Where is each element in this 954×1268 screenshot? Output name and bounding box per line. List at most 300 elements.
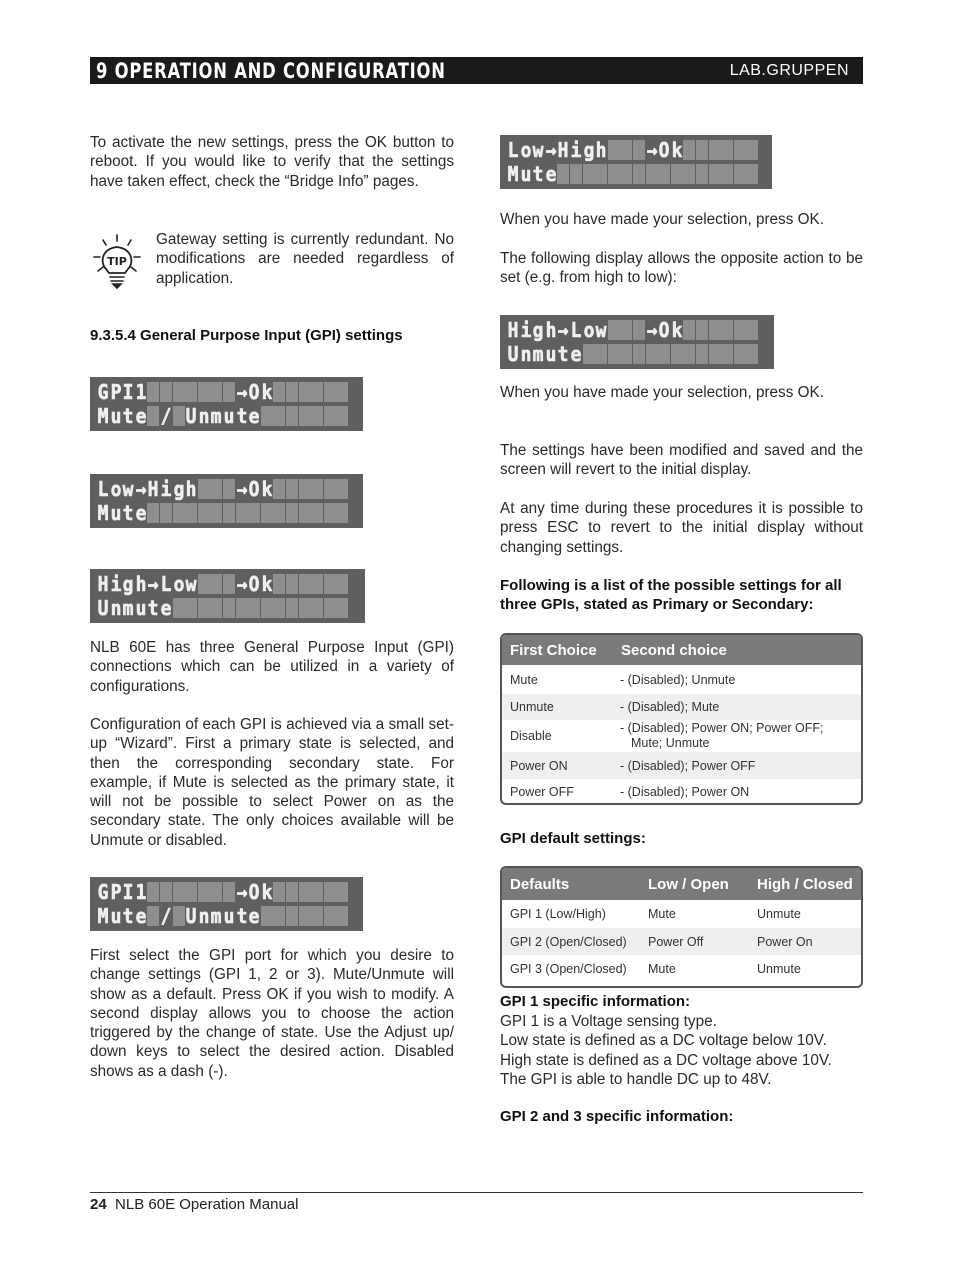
lcd-empty-cell xyxy=(583,344,595,364)
lcd-empty-cell xyxy=(658,344,670,364)
lcd-line xyxy=(97,572,359,596)
lcd-char: L xyxy=(160,572,172,596)
lcd-empty-cell xyxy=(185,382,197,402)
table-cell: Unmute xyxy=(757,907,801,921)
lcd-char: k xyxy=(671,138,683,162)
lcd-char: O xyxy=(658,138,670,162)
lcd-char: L xyxy=(570,318,582,342)
lcd-empty-cell xyxy=(608,140,620,160)
lcd-char: i xyxy=(110,572,122,596)
lcd-char: e xyxy=(545,162,557,186)
lcd-empty-cell xyxy=(273,882,285,902)
brand-logo: LAB.GRUPPEN xyxy=(729,62,849,79)
lcd-empty-cell xyxy=(746,164,758,184)
table-header xyxy=(502,868,861,900)
lcd-char: M xyxy=(97,501,109,525)
lcd-empty-cell xyxy=(185,598,197,618)
lcd-char: t xyxy=(236,404,247,428)
table-cell: Unmute xyxy=(510,700,554,714)
lcd-char: t xyxy=(122,501,134,525)
lcd-char: g xyxy=(532,318,544,342)
lcd-display-gpi1-second xyxy=(90,877,363,931)
lcd-char: o xyxy=(173,572,184,596)
lcd-char: H xyxy=(97,572,109,596)
table-row xyxy=(502,694,861,720)
table-header xyxy=(502,635,861,665)
lcd-char: → xyxy=(135,477,147,501)
lcd-char: → xyxy=(236,477,247,501)
lcd-char: U xyxy=(507,342,519,366)
lcd-char: o xyxy=(583,318,594,342)
lcd-char: e xyxy=(135,404,147,428)
lcd-empty-cell xyxy=(273,906,285,926)
lcd-empty-cell xyxy=(185,503,197,523)
lcd-empty-cell xyxy=(198,479,210,499)
selection-paragraph-1: When you have made your selection, press OK. xyxy=(500,211,824,228)
lcd-empty-cell xyxy=(198,598,210,618)
lcd-char: G xyxy=(97,380,109,404)
lcd-empty-cell xyxy=(336,382,348,402)
lcd-line xyxy=(507,162,766,186)
lcd-char: h xyxy=(185,477,197,501)
wizard-paragraph: Configuration of each GPI is achieved via a small set-up “Wizard”. First a primary state is selected, and then the corresponding secondary state. For example, if Mute is selected as the primary state, it will not be possible to select Power on as the secondary state. The only choices available will be Unmute or disabled. xyxy=(90,716,454,849)
lcd-display-gpi1 xyxy=(90,377,363,431)
lcd-char: e xyxy=(135,501,147,525)
lcd-empty-cell xyxy=(608,320,620,340)
lcd-empty-cell xyxy=(173,406,185,426)
lcd-empty-cell xyxy=(210,574,222,594)
lcd-empty-cell xyxy=(147,382,159,402)
lcd-empty-cell xyxy=(248,598,260,618)
lcd-char: → xyxy=(236,380,247,404)
lcd-char: o xyxy=(110,477,122,501)
lcd-char: w xyxy=(532,138,544,162)
lcd-empty-cell xyxy=(286,382,298,402)
lcd-empty-cell xyxy=(557,164,569,184)
lcd-char: m xyxy=(210,904,222,928)
table-cell: Power Off xyxy=(648,934,704,949)
lcd-line xyxy=(507,318,768,342)
lcd-empty-cell xyxy=(311,479,323,499)
lcd-empty-cell xyxy=(210,503,222,523)
lcd-empty-cell xyxy=(223,574,235,594)
lcd-empty-cell xyxy=(147,882,159,902)
lcd-empty-cell xyxy=(721,320,733,340)
lcd-empty-cell xyxy=(709,164,721,184)
lcd-char: P xyxy=(110,380,122,404)
table-row xyxy=(502,720,861,752)
lcd-char: t xyxy=(122,904,134,928)
lcd-empty-cell xyxy=(324,906,336,926)
lcd-char: U xyxy=(97,596,109,620)
lcd-char: → xyxy=(557,318,569,342)
tip-text: Gateway setting is currently redundant. No modifications are needed regardless of application. xyxy=(156,231,454,287)
lcd-empty-cell xyxy=(734,164,746,184)
lcd-line xyxy=(97,404,357,428)
lcd-empty-cell xyxy=(633,164,645,184)
lcd-empty-cell xyxy=(721,344,733,364)
defaults-heading: GPI default settings: xyxy=(500,830,646,847)
lcd-empty-cell xyxy=(286,503,298,523)
lcd-empty-cell xyxy=(683,164,695,184)
info-line: Low state is defined as a DC voltage below 10V. xyxy=(500,1032,827,1050)
table-cell: Mute xyxy=(510,672,538,687)
info-line: High state is defined as a DC voltage above 10V. xyxy=(500,1051,832,1069)
lcd-empty-cell xyxy=(273,598,285,618)
lcd-empty-cell xyxy=(236,503,248,523)
lcd-empty-cell xyxy=(147,906,159,926)
lcd-empty-cell xyxy=(261,503,273,523)
lcd-empty-cell xyxy=(223,598,235,618)
page-header xyxy=(90,57,863,84)
lcd-char: u xyxy=(110,904,122,928)
lcd-empty-cell xyxy=(324,503,336,523)
lcd-char: → xyxy=(147,572,159,596)
manual-title: NLB 60E Operation Manual xyxy=(115,1196,299,1213)
lcd-empty-cell xyxy=(198,882,210,902)
svg-text:TIP: TIP xyxy=(107,255,127,268)
lcd-empty-cell xyxy=(734,320,746,340)
lcd-empty-cell xyxy=(273,503,285,523)
lcd-empty-cell xyxy=(658,164,670,184)
lcd-empty-cell xyxy=(608,164,620,184)
lcd-empty-cell xyxy=(620,344,632,364)
lcd-line xyxy=(97,880,357,904)
lcd-empty-cell xyxy=(261,598,273,618)
lcd-char: i xyxy=(520,318,532,342)
table-cell: Unmute xyxy=(757,961,801,976)
lcd-char: O xyxy=(248,380,260,404)
lcd-empty-cell xyxy=(721,164,733,184)
lcd-char: u xyxy=(520,162,532,186)
column-header: High / Closed xyxy=(757,875,853,893)
table-cell-line: - (Disabled); Power ON; Power OFF; xyxy=(620,721,824,735)
lcd-char: O xyxy=(248,477,260,501)
lcd-char: / xyxy=(160,904,172,928)
lcd-char: / xyxy=(160,404,172,428)
lcd-empty-cell xyxy=(646,344,658,364)
lcd-empty-cell xyxy=(311,906,323,926)
column-header: Second choice xyxy=(621,641,727,659)
lcd-char: m xyxy=(122,596,134,620)
lcd-empty-cell xyxy=(299,882,311,902)
lcd-display-low-high xyxy=(90,474,363,528)
lcd-empty-cell xyxy=(286,906,298,926)
lcd-char: → xyxy=(236,880,247,904)
lcd-char: → xyxy=(646,138,657,162)
footer-divider xyxy=(90,1192,863,1193)
lcd-empty-cell xyxy=(620,164,632,184)
lcd-empty-cell xyxy=(210,479,222,499)
lcd-char: g xyxy=(122,572,134,596)
lcd-char: w xyxy=(122,477,134,501)
lcd-line xyxy=(97,380,357,404)
intro-paragraph: To activate the new settings, press the OK button to reboot. If you would like to verify that the settings have taken effect, check the “Bridge Info” pages. xyxy=(90,134,454,190)
lcd-empty-cell xyxy=(198,574,210,594)
table-cell: Mute xyxy=(648,907,676,921)
lcd-char: n xyxy=(198,404,210,428)
lcd-empty-cell xyxy=(185,882,197,902)
page-footer xyxy=(90,1196,298,1213)
lcd-empty-cell xyxy=(198,503,210,523)
lcd-empty-cell xyxy=(210,598,222,618)
lcd-empty-cell xyxy=(273,574,285,594)
lcd-empty-cell xyxy=(261,406,273,426)
table-cell-line: Mute; Unmute xyxy=(631,736,710,750)
lcd-empty-cell xyxy=(324,882,336,902)
table-cell: Disable xyxy=(510,729,552,743)
table-row xyxy=(502,900,861,928)
lcd-char: k xyxy=(261,880,273,904)
lcd-empty-cell xyxy=(286,598,298,618)
table-row xyxy=(502,779,861,805)
lcd-char: t xyxy=(532,162,544,186)
lcd-char: n xyxy=(520,342,532,366)
lcd-empty-cell xyxy=(160,503,172,523)
lcd-empty-cell xyxy=(160,882,172,902)
table-row xyxy=(502,955,861,982)
lcd-char: H xyxy=(507,318,519,342)
table-row xyxy=(502,752,861,779)
lcd-empty-cell xyxy=(570,164,582,184)
lcd-char: u xyxy=(545,342,557,366)
lcd-line xyxy=(97,477,357,501)
lcd-empty-cell xyxy=(595,164,607,184)
lcd-empty-cell xyxy=(311,574,323,594)
lcd-char: O xyxy=(248,880,260,904)
lcd-display-low-high-right xyxy=(500,135,772,189)
table-cell: Power ON xyxy=(510,758,568,773)
lcd-line xyxy=(97,904,357,928)
lcd-empty-cell xyxy=(286,574,298,594)
lcd-char: U xyxy=(185,904,197,928)
lcd-empty-cell xyxy=(223,479,235,499)
lcd-empty-cell xyxy=(160,382,172,402)
select-port-paragraph: First select the GPI port for which you desire to change settings (GPI 1, 2 or 3). Mute/Unmute will show as a default. Press OK if you wish to modify. A second display allows you to choose the action triggered by the change of state. Use the Adjust up/ down keys to select the desired action. Disabled shows as a dash (-). xyxy=(90,947,454,1080)
table-cell: - (Disabled); Unmute xyxy=(620,672,736,687)
lcd-empty-cell xyxy=(746,344,758,364)
lcd-char: e xyxy=(570,342,582,366)
lcd-empty-cell xyxy=(286,882,298,902)
lcd-char: U xyxy=(185,404,197,428)
lcd-char: g xyxy=(583,138,594,162)
lcd-empty-cell xyxy=(336,503,348,523)
lcd-char: M xyxy=(97,404,109,428)
lcd-empty-cell xyxy=(324,598,336,618)
lcd-empty-cell xyxy=(336,598,348,618)
lcd-line xyxy=(507,138,766,162)
saved-paragraph: The settings have been modified and saved and the screen will revert to the initial display. xyxy=(500,442,863,479)
lcd-empty-cell xyxy=(646,164,658,184)
lcd-char: → xyxy=(236,572,247,596)
lcd-char: m xyxy=(532,342,544,366)
lcd-empty-cell xyxy=(273,406,285,426)
table-cell: - (Disabled); Mute xyxy=(620,700,720,714)
table-cell: - (Disabled); Power OFF xyxy=(620,758,756,773)
lcd-char: 1 xyxy=(135,380,147,404)
lcd-char: t xyxy=(147,596,159,620)
lcd-char: u xyxy=(110,404,122,428)
lcd-empty-cell xyxy=(311,406,323,426)
lcd-empty-cell xyxy=(299,574,311,594)
lcd-char: n xyxy=(198,904,210,928)
lcd-char: G xyxy=(97,880,109,904)
column-header: Defaults xyxy=(510,875,570,893)
lcd-char: k xyxy=(261,572,273,596)
lcd-empty-cell xyxy=(286,406,298,426)
lcd-char: P xyxy=(110,880,122,904)
lcd-char: → xyxy=(545,138,557,162)
lcd-empty-cell xyxy=(311,598,323,618)
lcd-char: u xyxy=(223,404,235,428)
esc-paragraph: At any time during these procedures it is possible to press ESC to revert to the initial display without changing settings. xyxy=(500,500,863,556)
lcd-char: H xyxy=(147,477,159,501)
lcd-char: h xyxy=(545,318,557,342)
lcd-char: e xyxy=(248,904,260,928)
lcd-empty-cell xyxy=(198,382,210,402)
lcd-empty-cell xyxy=(210,382,222,402)
lcd-empty-cell xyxy=(286,479,298,499)
lcd-char: e xyxy=(248,404,260,428)
lcd-empty-cell xyxy=(324,382,336,402)
lcd-empty-cell xyxy=(709,140,721,160)
lcd-empty-cell xyxy=(299,503,311,523)
lcd-char: h xyxy=(135,572,147,596)
lcd-char: w xyxy=(185,572,197,596)
lcd-empty-cell xyxy=(709,344,721,364)
lcd-empty-cell xyxy=(223,382,235,402)
lcd-char: L xyxy=(507,138,519,162)
lcd-char: → xyxy=(646,318,657,342)
lcd-empty-cell xyxy=(746,140,758,160)
gpi-intro-paragraph: NLB 60E has three General Purpose Input (GPI) connections which can be utilized in a variety of configurations. xyxy=(90,639,454,695)
column-header: Low / Open xyxy=(648,875,729,893)
opposite-action-paragraph: The following display allows the opposite action to be set (e.g. from high to low): xyxy=(500,250,863,287)
lcd-empty-cell xyxy=(223,503,235,523)
lcd-empty-cell xyxy=(336,479,348,499)
lcd-char: i xyxy=(570,138,582,162)
lcd-char: h xyxy=(595,138,607,162)
gpi1-heading: GPI 1 specific information: xyxy=(500,993,691,1010)
gpi23-heading: GPI 2 and 3 specific information: xyxy=(500,1108,734,1125)
lcd-empty-cell xyxy=(210,882,222,902)
info-line: The GPI is able to handle DC up to 48V. xyxy=(500,1070,772,1088)
lcd-empty-cell xyxy=(683,344,695,364)
table-cell: GPI 1 (Low/High) xyxy=(510,907,606,921)
lcd-empty-cell xyxy=(173,598,185,618)
lcd-empty-cell xyxy=(696,344,708,364)
table-row xyxy=(502,928,861,955)
section-heading: 9.3.5.4 General Purpose Input (GPI) settings xyxy=(90,327,403,344)
lcd-empty-cell xyxy=(311,382,323,402)
lcd-empty-cell xyxy=(746,320,758,340)
lcd-empty-cell xyxy=(671,344,683,364)
table-cell: Mute xyxy=(648,961,676,976)
lcd-char: I xyxy=(122,380,134,404)
lcd-empty-cell xyxy=(324,574,336,594)
lcd-char: H xyxy=(557,138,569,162)
gpi1-info xyxy=(500,1012,832,1089)
table-cell: GPI 2 (Open/Closed) xyxy=(510,934,627,949)
lcd-empty-cell xyxy=(696,320,708,340)
lcd-empty-cell xyxy=(336,906,348,926)
page-number: 24 xyxy=(90,1196,107,1213)
lcd-empty-cell xyxy=(696,140,708,160)
lcd-empty-cell xyxy=(236,598,248,618)
lcd-empty-cell xyxy=(633,140,645,160)
lcd-char: u xyxy=(110,501,122,525)
lcd-empty-cell xyxy=(336,406,348,426)
lcd-char: m xyxy=(210,404,222,428)
table-row xyxy=(502,665,861,694)
lcd-char: O xyxy=(658,318,670,342)
table-cell: GPI 3 (Open/Closed) xyxy=(510,961,627,976)
lcd-empty-cell xyxy=(336,882,348,902)
lcd-empty-cell xyxy=(147,503,159,523)
lcd-empty-cell xyxy=(583,164,595,184)
lcd-line xyxy=(97,596,359,620)
lcd-empty-cell xyxy=(299,406,311,426)
chapter-title: 9 OPERATION AND CONFIGURATION xyxy=(96,59,446,83)
lcd-char: t xyxy=(122,404,134,428)
lcd-char: u xyxy=(223,904,235,928)
lcd-empty-cell xyxy=(683,320,695,340)
lcd-empty-cell xyxy=(324,479,336,499)
lcd-empty-cell xyxy=(311,882,323,902)
lcd-char: L xyxy=(97,477,109,501)
lcd-empty-cell xyxy=(173,503,185,523)
column-header: First Choice xyxy=(510,641,597,659)
lcd-empty-cell xyxy=(721,140,733,160)
lcd-char: k xyxy=(261,380,273,404)
lcd-char: k xyxy=(261,477,273,501)
lcd-char: t xyxy=(236,904,247,928)
list-heading: Following is a list of the possible settings for all three GPIs, stated as Primary or Secondary: xyxy=(500,577,842,614)
lcd-empty-cell xyxy=(311,503,323,523)
lcd-empty-cell xyxy=(173,906,185,926)
table-cell: Power OFF xyxy=(510,785,574,799)
lcd-char: O xyxy=(248,572,260,596)
lcd-empty-cell xyxy=(595,344,607,364)
lcd-empty-cell xyxy=(261,906,273,926)
lcd-char: w xyxy=(595,318,607,342)
lcd-empty-cell xyxy=(709,320,721,340)
info-line: GPI 1 is a Voltage sensing type. xyxy=(500,1013,717,1030)
lcd-char: o xyxy=(520,138,532,162)
lcd-char: M xyxy=(507,162,519,186)
lcd-empty-cell xyxy=(336,574,348,594)
lcd-char: g xyxy=(173,477,184,501)
lcd-empty-cell xyxy=(299,382,311,402)
lcd-empty-cell xyxy=(633,320,645,340)
tip-icon xyxy=(92,233,142,293)
lcd-char: i xyxy=(160,477,172,501)
lcd-char: 1 xyxy=(135,880,147,904)
table-cell: Power On xyxy=(757,934,813,949)
lcd-char: e xyxy=(160,596,172,620)
lcd-empty-cell xyxy=(734,140,746,160)
lcd-empty-cell xyxy=(734,344,746,364)
lcd-empty-cell xyxy=(683,140,695,160)
lcd-empty-cell xyxy=(299,906,311,926)
lcd-empty-cell xyxy=(324,406,336,426)
lcd-empty-cell xyxy=(273,479,285,499)
lcd-empty-cell xyxy=(173,882,185,902)
lcd-empty-cell xyxy=(620,320,632,340)
lcd-empty-cell xyxy=(173,382,185,402)
lcd-char: n xyxy=(110,596,122,620)
lcd-empty-cell xyxy=(696,164,708,184)
